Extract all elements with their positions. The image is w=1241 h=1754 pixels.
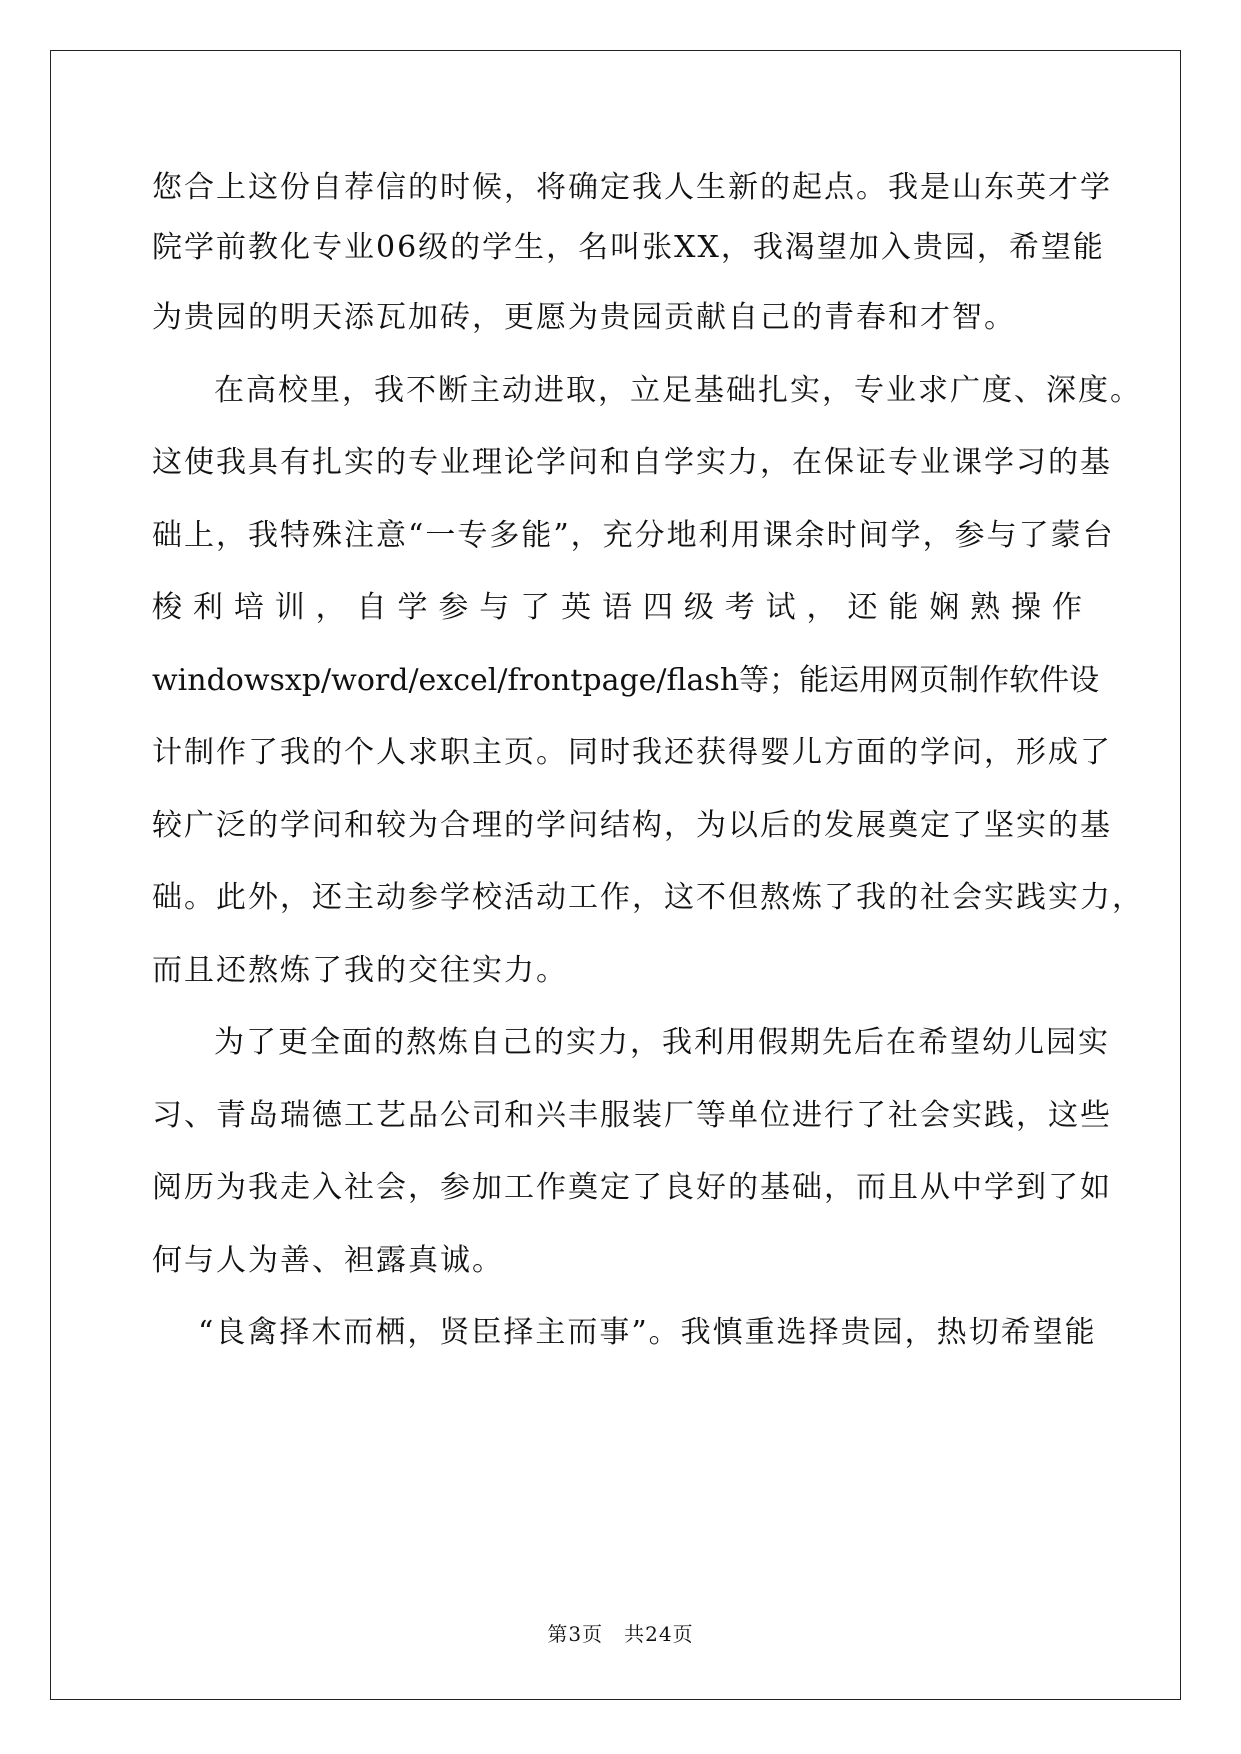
body-line: 较广泛的学问和较为合理的学问结构，为以后的发展奠定了坚实的基 bbox=[152, 808, 1112, 843]
body-line: windowsxp/word/excel/frontpage/flash等；能运用网页制作软件设 bbox=[152, 663, 1100, 698]
body-line: 您合上这份自荐信的时候，将确定我人生新的起点。我是山东英才学 bbox=[152, 170, 1112, 205]
body-line: 础上，我特殊注意“一专多能”，充分地利用课余时间学，参与了蒙台 bbox=[152, 518, 1115, 553]
paragraph-start-line: 为了更全面的熬炼自己的实力，我利用假期先后在希望幼儿园实 bbox=[214, 1025, 1110, 1060]
body-line: 为贵园的明天添瓦加砖，更愿为贵园贡献自己的青春和才智。 bbox=[152, 300, 1016, 335]
body-line: 阅历为我走入社会，参加工作奠定了良好的基础，而且从中学到了如 bbox=[152, 1170, 1112, 1205]
body-line: 何与人为善、袒露真诚。 bbox=[152, 1243, 504, 1278]
body-line: 而且还熬炼了我的交往实力。 bbox=[152, 953, 568, 988]
page-number-footer: 第3页 共24页 bbox=[547, 1622, 694, 1646]
body-line: 计制作了我的个人求职主页。同时我还获得婴儿方面的学问，形成了 bbox=[152, 735, 1112, 770]
body-line: 院学前教化专业06级的学生，名叫张XX，我渴望加入贵园，希望能 bbox=[152, 230, 1105, 265]
paragraph-start-line: “良禽择木而栖，贤臣择主而事”。我慎重选择贵园，热切希望能 bbox=[198, 1315, 1097, 1350]
body-line: 梭 利 培 训 ， 自 学 参 与 了 英 语 四 级 考 试 ， 还 能 娴 熟 操 作 bbox=[152, 590, 1082, 625]
body-line: 础。此外，还主动参学校活动工作，这不但熬炼了我的社会实践实力， bbox=[152, 880, 1144, 915]
body-line: 习、青岛瑞德工艺品公司和兴丰服装厂等单位进行了社会实践，这些 bbox=[152, 1098, 1112, 1133]
paragraph-start-line: 在高校里，我不断主动进取，立足基础扎实，专业求广度、深度。 bbox=[214, 373, 1142, 408]
body-line: 这使我具有扎实的专业理论学问和自学实力，在保证专业课学习的基 bbox=[152, 445, 1112, 480]
